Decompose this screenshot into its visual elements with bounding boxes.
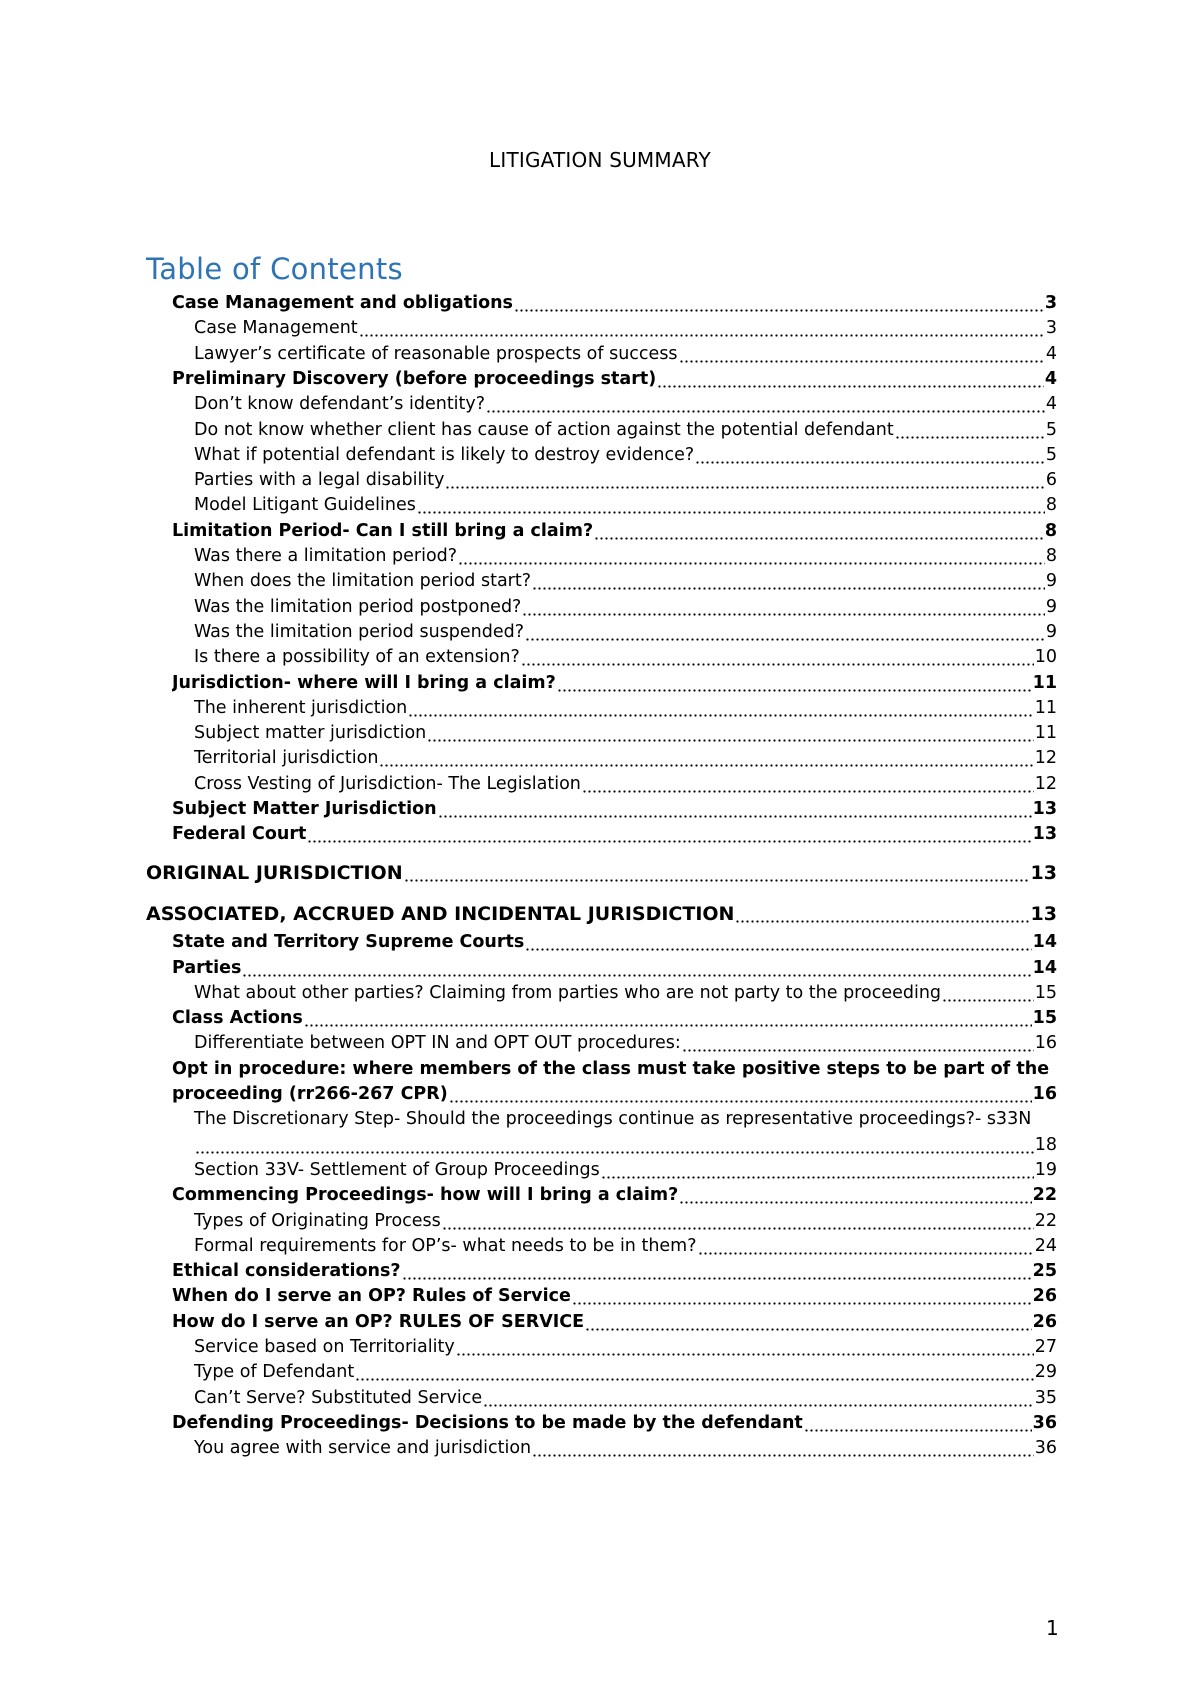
toc-entry[interactable] <box>172 672 1057 694</box>
toc-entry-page: 35 <box>1034 1387 1057 1408</box>
toc-entry[interactable] <box>194 545 1057 567</box>
dot-leader <box>525 932 1031 952</box>
document-title: LITIGATION SUMMARY <box>489 148 711 172</box>
dot-leader <box>532 1438 1034 1458</box>
toc-entry[interactable] <box>172 1083 1057 1105</box>
toc-entry-page: 8 <box>1045 495 1057 516</box>
toc-entry-text: Lawyer’s certificate of reasonable prospects of success <box>194 343 678 364</box>
toc-entry-text: Subject matter jurisdiction <box>194 723 427 744</box>
dot-leader <box>682 1033 1034 1053</box>
toc-entry[interactable] <box>194 621 1057 643</box>
toc-entry-page: 24 <box>1034 1235 1057 1256</box>
dot-leader <box>525 622 1045 642</box>
dot-leader <box>359 318 1045 338</box>
toc-entry[interactable] <box>194 1361 1057 1383</box>
toc-entry-page: 36 <box>1034 1438 1057 1459</box>
toc-entry-page: 26 <box>1032 1286 1057 1307</box>
toc-entry[interactable] <box>194 1159 1057 1181</box>
toc-entry[interactable] <box>194 1387 1057 1409</box>
toc-entry-page: 8 <box>1044 520 1057 541</box>
dot-leader <box>572 1286 1032 1306</box>
toc-entry[interactable] <box>194 1437 1057 1459</box>
toc-entry-page: 5 <box>1045 444 1057 465</box>
toc-entry-page: 13 <box>1030 861 1057 884</box>
dot-leader <box>449 1084 1032 1104</box>
toc-entry-text: Class Actions <box>172 1008 303 1029</box>
toc-entry[interactable] <box>194 570 1057 592</box>
toc-entry-page: 16 <box>1032 1084 1057 1104</box>
toc-entry-page: 9 <box>1045 571 1057 592</box>
toc-entry[interactable] <box>194 393 1057 415</box>
dot-leader <box>379 748 1033 768</box>
toc-entry-text: You agree with service and jurisdiction <box>194 1438 532 1459</box>
dot-leader <box>679 344 1045 364</box>
dot-leader <box>242 958 1031 978</box>
toc-entry-page: 36 <box>1032 1412 1057 1433</box>
toc-entry[interactable] <box>172 292 1057 314</box>
toc-entry-text: Can’t Serve? Substituted Service <box>194 1387 483 1408</box>
toc-entry-text: What if potential defendant is likely to destroy evidence? <box>194 444 695 465</box>
toc-entry[interactable] <box>194 982 1057 1004</box>
toc-heading: Table of Contents <box>146 252 403 286</box>
dot-leader <box>355 1362 1033 1382</box>
toc-entry-page: 25 <box>1032 1261 1057 1282</box>
toc-entry-text: When do I serve an OP? Rules of Service <box>172 1286 571 1307</box>
dot-leader <box>307 824 1031 844</box>
toc-entry[interactable] <box>194 1210 1057 1232</box>
dot-leader <box>735 904 1029 924</box>
toc-entry-text: Formal requirements for OP’s- what needs to be in them? <box>194 1235 697 1256</box>
toc-entry-text-continued: proceeding (rr266-267 CPR) <box>172 1084 448 1104</box>
toc-entry-text: Preliminary Discovery (before proceedings start) <box>172 368 657 389</box>
toc-entry[interactable] <box>194 1336 1057 1358</box>
toc-entry-page: 14 <box>1032 932 1057 953</box>
toc-entry-page: 10 <box>1034 647 1057 668</box>
toc-entry-text: Don’t know defendant’s identity? <box>194 394 486 415</box>
toc-entry-text: Parties <box>172 957 242 978</box>
dot-leader <box>438 799 1032 819</box>
toc-entry-page: 15 <box>1032 1008 1057 1029</box>
dot-leader <box>404 863 1030 883</box>
toc-entry-page: 27 <box>1034 1337 1057 1357</box>
toc-entry[interactable] <box>172 1184 1057 1206</box>
toc-entry-text: Was the limitation period suspended? <box>194 621 525 642</box>
toc-entry-text: Limitation Period- Can I still bring a claim? <box>172 520 594 541</box>
toc-entry-text: Ethical considerations? <box>172 1261 401 1282</box>
toc-entry-text: Section 33V- Settlement of Group Proceedings <box>194 1159 600 1180</box>
toc-entry-page: 19 <box>1034 1159 1057 1180</box>
toc-entry-text: Federal Court <box>172 824 307 845</box>
page-number: 1 <box>1046 1616 1059 1640</box>
toc-entry-page: 12 <box>1034 773 1057 794</box>
dot-leader <box>582 774 1034 794</box>
toc-entry-page: 4 <box>1045 394 1057 415</box>
dot-leader <box>456 1337 1034 1357</box>
toc-entry[interactable] <box>194 697 1057 719</box>
toc-entry-text[interactable]: The Discretionary Step- Should the proceedings continue as representative proceedings?- s33N <box>194 1109 1032 1130</box>
toc-entry-page: 9 <box>1045 621 1057 642</box>
dot-leader <box>695 445 1045 465</box>
toc-entry-page: 4 <box>1045 343 1057 364</box>
toc-entry-text: Defending Proceedings- Decisions to be made by the defendant <box>172 1412 803 1433</box>
toc-entry-text[interactable]: Opt in procedure: where members of the class must take positive steps to be part of the <box>172 1058 1050 1079</box>
toc-entry[interactable] <box>172 1007 1057 1029</box>
toc-entry-page: 6 <box>1045 470 1057 491</box>
toc-entry[interactable] <box>194 419 1057 441</box>
toc-entry-text: Was the limitation period postponed? <box>194 596 522 617</box>
toc-entry-page: 22 <box>1034 1210 1057 1231</box>
toc-entry-text: Types of Originating Process <box>194 1210 441 1231</box>
toc-entry-page: 16 <box>1034 1033 1057 1054</box>
toc-entry-page: 3 <box>1045 318 1057 339</box>
dot-leader <box>195 1135 1034 1155</box>
dot-leader <box>522 597 1045 617</box>
toc-entry-text: Do not know whether client has cause of action against the potential defendant <box>194 419 894 440</box>
toc-entry[interactable] <box>172 931 1057 953</box>
toc-entry[interactable] <box>194 1032 1057 1054</box>
toc-entry[interactable] <box>172 368 1057 390</box>
toc-entry-page: 22 <box>1032 1185 1057 1206</box>
toc-entry[interactable] <box>172 823 1057 845</box>
toc-entry-page: 8 <box>1045 546 1057 566</box>
toc-entry[interactable] <box>194 494 1057 516</box>
toc-entry-page: 15 <box>1034 982 1057 1003</box>
toc-entry-text: When does the limitation period start? <box>194 571 532 592</box>
dot-leader <box>304 1008 1032 1028</box>
toc-entry-text: Model Litigant Guidelines <box>194 495 416 516</box>
toc-entry[interactable] <box>172 520 1057 542</box>
toc-entry-page: 14 <box>1032 957 1057 978</box>
toc-entry[interactable] <box>172 798 1057 820</box>
toc-entry-text: Territorial jurisdiction <box>194 748 379 769</box>
toc-entry[interactable] <box>172 1412 1057 1434</box>
dot-leader <box>521 647 1034 667</box>
dot-leader <box>408 698 1033 718</box>
toc-entry[interactable] <box>172 957 1057 979</box>
toc-entry-text: ORIGINAL JURISDICTION <box>146 861 403 884</box>
toc-entry-text: Case Management and obligations <box>172 293 513 313</box>
toc-entry[interactable] <box>194 722 1057 744</box>
toc-entry-page: 11 <box>1034 697 1057 718</box>
dot-leader <box>445 470 1044 490</box>
toc-entry-text: Type of Defendant <box>194 1362 355 1383</box>
toc-entry-page: 5 <box>1045 419 1057 440</box>
toc-entry[interactable] <box>194 343 1057 365</box>
toc-entry[interactable] <box>194 1235 1057 1257</box>
toc-entry-text: Was there a limitation period? <box>194 546 458 566</box>
toc-entry-text: Service based on Territoriality <box>194 1337 455 1357</box>
toc-entry-text: State and Territory Supreme Courts <box>172 932 525 953</box>
toc-entry-page: 3 <box>1044 293 1057 313</box>
dot-leader <box>601 1160 1034 1180</box>
toc-entry-page: 13 <box>1032 799 1057 819</box>
dot-leader <box>483 1388 1034 1408</box>
toc-entry[interactable] <box>172 1311 1057 1333</box>
toc-entry[interactable] <box>146 902 1057 926</box>
toc-entry-page: 26 <box>1032 1311 1057 1332</box>
toc-entry-page: 9 <box>1045 596 1057 617</box>
toc-entry[interactable] <box>194 444 1057 466</box>
dot-leader <box>679 1185 1031 1205</box>
dot-leader <box>657 369 1044 389</box>
toc-entry-page: 11 <box>1032 672 1057 693</box>
toc-entry[interactable] <box>194 747 1057 769</box>
toc-entry-text: Jurisdiction- where will I bring a claim? <box>172 672 556 693</box>
toc-entry-page: 12 <box>1034 748 1057 769</box>
dot-leader <box>486 394 1045 414</box>
toc-entry[interactable] <box>194 1134 1057 1156</box>
toc-entry-text: The inherent jurisdiction <box>194 697 408 718</box>
dot-leader <box>427 723 1033 743</box>
dot-leader <box>594 521 1044 541</box>
toc-entry-text: Subject Matter Jurisdiction <box>172 799 437 819</box>
toc-entry-page: 13 <box>1030 902 1057 925</box>
dot-leader <box>895 420 1045 440</box>
toc-entry-text: Differentiate between OPT IN and OPT OUT procedures: <box>194 1033 681 1054</box>
dot-leader <box>532 571 1045 591</box>
toc-entry[interactable] <box>194 469 1057 491</box>
toc-entry-page: 11 <box>1034 723 1057 744</box>
dot-leader <box>557 673 1032 693</box>
toc-entry[interactable] <box>194 773 1057 795</box>
dot-leader <box>458 546 1045 566</box>
dot-leader <box>942 983 1034 1003</box>
toc-entry[interactable] <box>194 646 1057 668</box>
toc-entry-page: 4 <box>1044 368 1057 389</box>
dot-leader <box>514 293 1044 313</box>
toc-entry-page: 29 <box>1034 1362 1057 1383</box>
dot-leader <box>442 1211 1034 1231</box>
toc-entry[interactable] <box>172 1285 1057 1307</box>
toc-entry[interactable] <box>194 317 1057 339</box>
toc-entry-page: 18 <box>1034 1134 1057 1155</box>
dot-leader <box>804 1413 1032 1433</box>
toc-entry[interactable] <box>146 861 1057 885</box>
toc-entry-text: ASSOCIATED, ACCRUED AND INCIDENTAL JURISDICTION <box>146 902 735 925</box>
toc-entry-text: Parties with a legal disability <box>194 470 445 491</box>
dot-leader <box>698 1236 1034 1256</box>
toc-entry[interactable] <box>194 596 1057 618</box>
toc-entry-text: How do I serve an OP? RULES OF SERVICE <box>172 1311 585 1332</box>
dot-leader <box>402 1261 1032 1281</box>
toc-entry-text: What about other parties? Claiming from parties who are not party to the proceeding <box>194 982 942 1003</box>
toc-entry-text: Is there a possibility of an extension? <box>194 647 520 668</box>
toc-entry-text: Case Management <box>194 318 358 339</box>
toc-entry-text: Commencing Proceedings- how will I bring a claim? <box>172 1185 679 1206</box>
toc-entry-page: 13 <box>1032 824 1057 845</box>
dot-leader <box>417 495 1045 515</box>
dot-leader <box>585 1312 1032 1332</box>
toc-entry-text: Cross Vesting of Jurisdiction- The Legislation <box>194 773 581 794</box>
toc-entry[interactable] <box>172 1260 1057 1282</box>
